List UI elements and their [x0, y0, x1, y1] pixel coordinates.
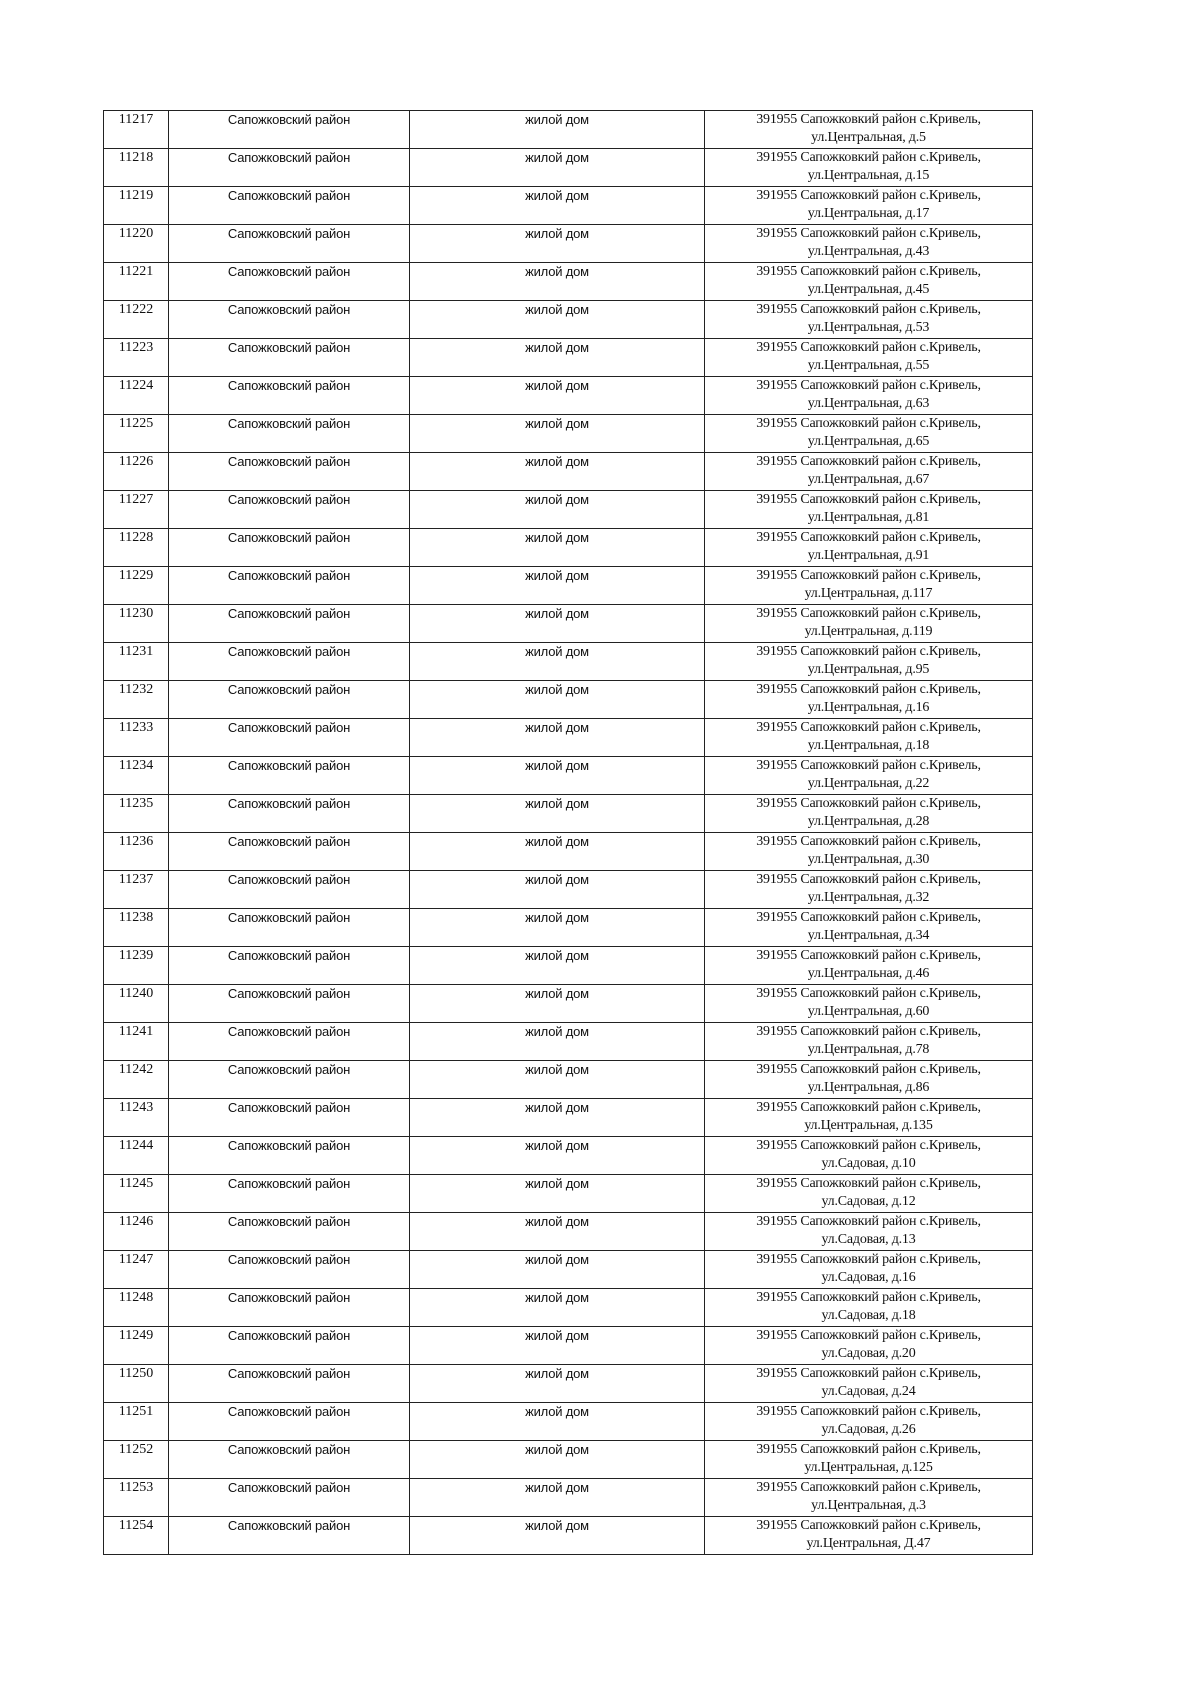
address-cell [705, 795, 1033, 833]
building-type-cell: жилой дом [410, 1441, 705, 1479]
address-cell [705, 111, 1033, 149]
record-number-cell: 11229 [104, 567, 169, 605]
address-line-2: ул.Садовая, д.12 [821, 1194, 916, 1209]
building-type-cell: жилой дом [410, 1099, 705, 1137]
address-line-2: ул.Центральная, д.55 [807, 358, 930, 373]
record-number-cell: 11245 [104, 1175, 169, 1213]
table-row [104, 795, 1033, 833]
table-row [104, 529, 1033, 567]
address-cell [705, 871, 1033, 909]
address-line-1: 391955 Сапожковкий район с.Кривель, [756, 264, 981, 279]
address-line-1: 391955 Сапожковкий район с.Кривель, [756, 682, 981, 697]
address-line-1: 391955 Сапожковкий район с.Кривель, [756, 986, 981, 1001]
address-cell [705, 263, 1033, 301]
address-line-1: 391955 Сапожковкий район с.Кривель, [756, 1366, 981, 1381]
district-cell: Сапожковский район [169, 453, 410, 491]
address-cell [705, 1023, 1033, 1061]
table-row [104, 187, 1033, 225]
table-row [104, 871, 1033, 909]
address-line-2: ул.Центральная, д.53 [807, 320, 930, 335]
record-number-cell: 11222 [104, 301, 169, 339]
building-type-cell: жилой дом [410, 1251, 705, 1289]
address-line-2: ул.Центральная, д.34 [807, 928, 930, 943]
address-line-2: ул.Центральная, Д.47 [806, 1536, 931, 1551]
district-cell: Сапожковский район [169, 1099, 410, 1137]
building-type-cell: жилой дом [410, 643, 705, 681]
district-cell: Сапожковский район [169, 795, 410, 833]
table-row [104, 263, 1033, 301]
table-row [104, 1403, 1033, 1441]
table-row [104, 833, 1033, 871]
address-cell [705, 1479, 1033, 1517]
address-line-1: 391955 Сапожковкий район с.Кривель, [756, 1404, 981, 1419]
address-cell [705, 1099, 1033, 1137]
building-type-cell: жилой дом [410, 491, 705, 529]
district-cell: Сапожковский район [169, 909, 410, 947]
record-number-cell: 11217 [104, 111, 169, 149]
address-cell [705, 1289, 1033, 1327]
address-line-2: ул.Центральная, д.5 [811, 130, 926, 145]
district-cell: Сапожковский район [169, 1023, 410, 1061]
district-cell: Сапожковский район [169, 1479, 410, 1517]
record-number-cell: 11242 [104, 1061, 169, 1099]
building-type-cell: жилой дом [410, 1061, 705, 1099]
building-type-cell: жилой дом [410, 719, 705, 757]
address-cell [705, 415, 1033, 453]
address-cell [705, 681, 1033, 719]
district-cell: Сапожковский район [169, 1213, 410, 1251]
record-number-cell: 11247 [104, 1251, 169, 1289]
district-cell: Сапожковский район [169, 1289, 410, 1327]
table-row [104, 1289, 1033, 1327]
building-type-cell: жилой дом [410, 263, 705, 301]
table-row [104, 1099, 1033, 1137]
address-cell [705, 985, 1033, 1023]
record-number-cell: 11239 [104, 947, 169, 985]
address-line-2: ул.Центральная, д.81 [807, 510, 930, 525]
record-number-cell: 11248 [104, 1289, 169, 1327]
address-line-2: ул.Центральная, д.91 [807, 548, 930, 563]
building-type-cell: жилой дом [410, 909, 705, 947]
building-type-cell: жилой дом [410, 1137, 705, 1175]
table-row [104, 1023, 1033, 1061]
address-line-1: 391955 Сапожковкий район с.Кривель, [756, 1328, 981, 1343]
address-line-1: 391955 Сапожковкий район с.Кривель, [756, 1480, 981, 1495]
record-number-cell: 11233 [104, 719, 169, 757]
address-line-1: 391955 Сапожковкий район с.Кривель, [756, 606, 981, 621]
address-line-1: 391955 Сапожковкий район с.Кривель, [756, 1138, 981, 1153]
address-line-1: 391955 Сапожковкий район с.Кривель, [756, 948, 981, 963]
district-cell: Сапожковский район [169, 1403, 410, 1441]
building-type-cell: жилой дом [410, 1365, 705, 1403]
address-line-1: 391955 Сапожковкий район с.Кривель, [756, 644, 981, 659]
address-line-1: 391955 Сапожковкий район с.Кривель, [756, 378, 981, 393]
building-type-cell: жилой дом [410, 567, 705, 605]
record-number-cell: 11243 [104, 1099, 169, 1137]
address-line-2: ул.Садовая, д.16 [821, 1270, 916, 1285]
housing-register-table [103, 110, 1033, 1555]
address-cell [705, 567, 1033, 605]
district-cell: Сапожковский район [169, 339, 410, 377]
address-line-1: 391955 Сапожковкий район с.Кривель, [756, 1518, 981, 1533]
district-cell: Сапожковский район [169, 605, 410, 643]
address-cell [705, 947, 1033, 985]
address-cell [705, 339, 1033, 377]
address-line-1: 391955 Сапожковкий район с.Кривель, [756, 1024, 981, 1039]
address-cell [705, 605, 1033, 643]
record-number-cell: 11240 [104, 985, 169, 1023]
building-type-cell: жилой дом [410, 415, 705, 453]
address-line-1: 391955 Сапожковкий район с.Кривель, [756, 302, 981, 317]
address-line-1: 391955 Сапожковкий район с.Кривель, [756, 796, 981, 811]
address-cell [705, 187, 1033, 225]
address-line-1: 391955 Сапожковкий район с.Кривель, [756, 1442, 981, 1457]
table-row [104, 605, 1033, 643]
address-line-2: ул.Центральная, д.135 [804, 1118, 933, 1133]
table-row [104, 377, 1033, 415]
record-number-cell: 11236 [104, 833, 169, 871]
record-number-cell: 11244 [104, 1137, 169, 1175]
address-line-2: ул.Центральная, д.65 [807, 434, 930, 449]
address-line-1: 391955 Сапожковкий район с.Кривель, [756, 530, 981, 545]
address-line-2: ул.Центральная, д.32 [807, 890, 930, 905]
table-row [104, 1061, 1033, 1099]
address-cell [705, 1061, 1033, 1099]
building-type-cell: жилой дом [410, 149, 705, 187]
address-line-2: ул.Центральная, д.30 [807, 852, 930, 867]
address-cell [705, 757, 1033, 795]
address-line-2: ул.Садовая, д.10 [821, 1156, 916, 1171]
table-row [104, 1251, 1033, 1289]
table-body [104, 111, 1033, 1555]
record-number-cell: 11226 [104, 453, 169, 491]
table-row [104, 1441, 1033, 1479]
district-cell: Сапожковский район [169, 643, 410, 681]
address-line-2: ул.Центральная, д.117 [804, 586, 933, 601]
address-cell [705, 719, 1033, 757]
address-line-1: 391955 Сапожковкий район с.Кривель, [756, 1214, 981, 1229]
address-line-1: 391955 Сапожковкий район с.Кривель, [756, 492, 981, 507]
building-type-cell: жилой дом [410, 1289, 705, 1327]
address-line-1: 391955 Сапожковкий район с.Кривель, [756, 758, 981, 773]
building-type-cell: жилой дом [410, 1479, 705, 1517]
record-number-cell: 11251 [104, 1403, 169, 1441]
record-number-cell: 11238 [104, 909, 169, 947]
record-number-cell: 11231 [104, 643, 169, 681]
address-line-1: 391955 Сапожковкий район с.Кривель, [756, 1062, 981, 1077]
record-number-cell: 11249 [104, 1327, 169, 1365]
address-line-1: 391955 Сапожковкий район с.Кривель, [756, 150, 981, 165]
building-type-cell: жилой дом [410, 225, 705, 263]
record-number-cell: 11221 [104, 263, 169, 301]
table-row [104, 111, 1033, 149]
address-line-2: ул.Центральная, д.125 [804, 1460, 933, 1475]
table-row [104, 415, 1033, 453]
district-cell: Сапожковский район [169, 985, 410, 1023]
district-cell: Сапожковский район [169, 1441, 410, 1479]
address-line-2: ул.Центральная, д.86 [807, 1080, 930, 1095]
building-type-cell: жилой дом [410, 453, 705, 491]
address-line-2: ул.Центральная, д.63 [807, 396, 930, 411]
address-line-2: ул.Садовая, д.18 [821, 1308, 916, 1323]
building-type-cell: жилой дом [410, 1175, 705, 1213]
address-line-1: 391955 Сапожковкий район с.Кривель, [756, 416, 981, 431]
district-cell: Сапожковский район [169, 415, 410, 453]
record-number-cell: 11220 [104, 225, 169, 263]
address-line-1: 391955 Сапожковкий район с.Кривель, [756, 720, 981, 735]
address-cell [705, 1175, 1033, 1213]
building-type-cell: жилой дом [410, 947, 705, 985]
district-cell: Сапожковский район [169, 263, 410, 301]
district-cell: Сапожковский район [169, 833, 410, 871]
record-number-cell: 11235 [104, 795, 169, 833]
building-type-cell: жилой дом [410, 1517, 705, 1555]
address-cell [705, 643, 1033, 681]
building-type-cell: жилой дом [410, 757, 705, 795]
building-type-cell: жилой дом [410, 529, 705, 567]
district-cell: Сапожковский район [169, 1365, 410, 1403]
district-cell: Сапожковский район [169, 757, 410, 795]
address-line-1: 391955 Сапожковкий район с.Кривель, [756, 188, 981, 203]
table-row [104, 719, 1033, 757]
table-row [104, 225, 1033, 263]
address-line-2: ул.Центральная, д.17 [807, 206, 930, 221]
table-row [104, 681, 1033, 719]
district-cell: Сапожковский район [169, 111, 410, 149]
table-row [104, 1479, 1033, 1517]
address-line-2: ул.Центральная, д.119 [804, 624, 933, 639]
district-cell: Сапожковский район [169, 1327, 410, 1365]
record-number-cell: 11254 [104, 1517, 169, 1555]
address-cell [705, 529, 1033, 567]
address-line-2: ул.Садовая, д.24 [821, 1384, 916, 1399]
address-cell [705, 301, 1033, 339]
address-line-2: ул.Центральная, д.43 [807, 244, 930, 259]
district-cell: Сапожковский район [169, 1251, 410, 1289]
address-line-2: ул.Центральная, д.22 [807, 776, 930, 791]
address-cell [705, 1251, 1033, 1289]
record-number-cell: 11225 [104, 415, 169, 453]
address-line-1: 391955 Сапожковкий район с.Кривель, [756, 568, 981, 583]
record-number-cell: 11237 [104, 871, 169, 909]
building-type-cell: жилой дом [410, 681, 705, 719]
address-line-1: 391955 Сапожковкий район с.Кривель, [756, 1252, 981, 1267]
address-cell [705, 1213, 1033, 1251]
record-number-cell: 11241 [104, 1023, 169, 1061]
building-type-cell: жилой дом [410, 339, 705, 377]
address-cell [705, 1327, 1033, 1365]
address-cell [705, 225, 1033, 263]
address-line-1: 391955 Сапожковкий район с.Кривель, [756, 1176, 981, 1191]
table-row [104, 1365, 1033, 1403]
district-cell: Сапожковский район [169, 377, 410, 415]
building-type-cell: жилой дом [410, 1327, 705, 1365]
address-line-2: ул.Центральная, д.45 [807, 282, 930, 297]
address-line-2: ул.Центральная, д.3 [811, 1498, 926, 1513]
address-line-1: 391955 Сапожковкий район с.Кривель, [756, 112, 981, 127]
district-cell: Сапожковский район [169, 301, 410, 339]
building-type-cell: жилой дом [410, 377, 705, 415]
address-cell [705, 1137, 1033, 1175]
address-cell [705, 491, 1033, 529]
record-number-cell: 11234 [104, 757, 169, 795]
building-type-cell: жилой дом [410, 111, 705, 149]
address-line-1: 391955 Сапожковкий район с.Кривель, [756, 1290, 981, 1305]
address-line-2: ул.Центральная, д.18 [807, 738, 930, 753]
address-line-2: ул.Садовая, д.13 [821, 1232, 916, 1247]
address-line-1: 391955 Сапожковкий район с.Кривель, [756, 910, 981, 925]
address-cell [705, 1441, 1033, 1479]
address-line-2: ул.Садовая, д.20 [821, 1346, 916, 1361]
district-cell: Сапожковский район [169, 871, 410, 909]
address-cell [705, 1365, 1033, 1403]
record-number-cell: 11252 [104, 1441, 169, 1479]
table-row [104, 453, 1033, 491]
table-row [104, 491, 1033, 529]
district-cell: Сапожковский район [169, 149, 410, 187]
address-cell [705, 909, 1033, 947]
address-cell [705, 833, 1033, 871]
building-type-cell: жилой дом [410, 301, 705, 339]
building-type-cell: жилой дом [410, 1023, 705, 1061]
table-row [104, 339, 1033, 377]
district-cell: Сапожковский район [169, 491, 410, 529]
district-cell: Сапожковский район [169, 719, 410, 757]
address-line-2: ул.Центральная, д.95 [807, 662, 930, 677]
address-line-2: ул.Центральная, д.67 [807, 472, 930, 487]
building-type-cell: жилой дом [410, 985, 705, 1023]
address-cell [705, 149, 1033, 187]
table-row [104, 1327, 1033, 1365]
table-row [104, 947, 1033, 985]
address-line-1: 391955 Сапожковкий район с.Кривель, [756, 1100, 981, 1115]
table-row [104, 757, 1033, 795]
district-cell: Сапожковский район [169, 1061, 410, 1099]
table-row [104, 985, 1033, 1023]
district-cell: Сапожковский район [169, 567, 410, 605]
district-cell: Сапожковский район [169, 1517, 410, 1555]
building-type-cell: жилой дом [410, 833, 705, 871]
address-line-1: 391955 Сапожковкий район с.Кривель, [756, 340, 981, 355]
address-cell [705, 1403, 1033, 1441]
record-number-cell: 11253 [104, 1479, 169, 1517]
address-line-2: ул.Центральная, д.28 [807, 814, 930, 829]
record-number-cell: 11218 [104, 149, 169, 187]
table-row [104, 909, 1033, 947]
record-number-cell: 11230 [104, 605, 169, 643]
address-line-2: ул.Центральная, д.15 [807, 168, 930, 183]
address-line-2: ул.Центральная, д.16 [807, 700, 930, 715]
record-number-cell: 11232 [104, 681, 169, 719]
district-cell: Сапожковский район [169, 225, 410, 263]
record-number-cell: 11246 [104, 1213, 169, 1251]
address-line-1: 391955 Сапожковкий район с.Кривель, [756, 226, 981, 241]
building-type-cell: жилой дом [410, 795, 705, 833]
table-row [104, 643, 1033, 681]
address-line-2: ул.Центральная, д.78 [807, 1042, 930, 1057]
district-cell: Сапожковский район [169, 1137, 410, 1175]
record-number-cell: 11227 [104, 491, 169, 529]
building-type-cell: жилой дом [410, 1403, 705, 1441]
building-type-cell: жилой дом [410, 187, 705, 225]
table-row [104, 1517, 1033, 1555]
address-line-2: ул.Центральная, д.46 [807, 966, 930, 981]
record-number-cell: 11223 [104, 339, 169, 377]
table-row [104, 1175, 1033, 1213]
record-number-cell: 11228 [104, 529, 169, 567]
table-row [104, 567, 1033, 605]
district-cell: Сапожковский район [169, 529, 410, 567]
table-row [104, 1137, 1033, 1175]
address-cell [705, 377, 1033, 415]
district-cell: Сапожковский район [169, 1175, 410, 1213]
table-row [104, 149, 1033, 187]
district-cell: Сапожковский район [169, 681, 410, 719]
building-type-cell: жилой дом [410, 605, 705, 643]
record-number-cell: 11224 [104, 377, 169, 415]
address-cell [705, 453, 1033, 491]
district-cell: Сапожковский район [169, 187, 410, 225]
address-line-1: 391955 Сапожковкий район с.Кривель, [756, 872, 981, 887]
address-line-2: ул.Садовая, д.26 [821, 1422, 916, 1437]
address-cell [705, 1517, 1033, 1555]
building-type-cell: жилой дом [410, 1213, 705, 1251]
table-row [104, 1213, 1033, 1251]
building-type-cell: жилой дом [410, 871, 705, 909]
district-cell: Сапожковский район [169, 947, 410, 985]
address-line-1: 391955 Сапожковкий район с.Кривель, [756, 454, 981, 469]
address-line-1: 391955 Сапожковкий район с.Кривель, [756, 834, 981, 849]
table-row [104, 301, 1033, 339]
address-line-2: ул.Центральная, д.60 [807, 1004, 930, 1019]
record-number-cell: 11250 [104, 1365, 169, 1403]
record-number-cell: 11219 [104, 187, 169, 225]
